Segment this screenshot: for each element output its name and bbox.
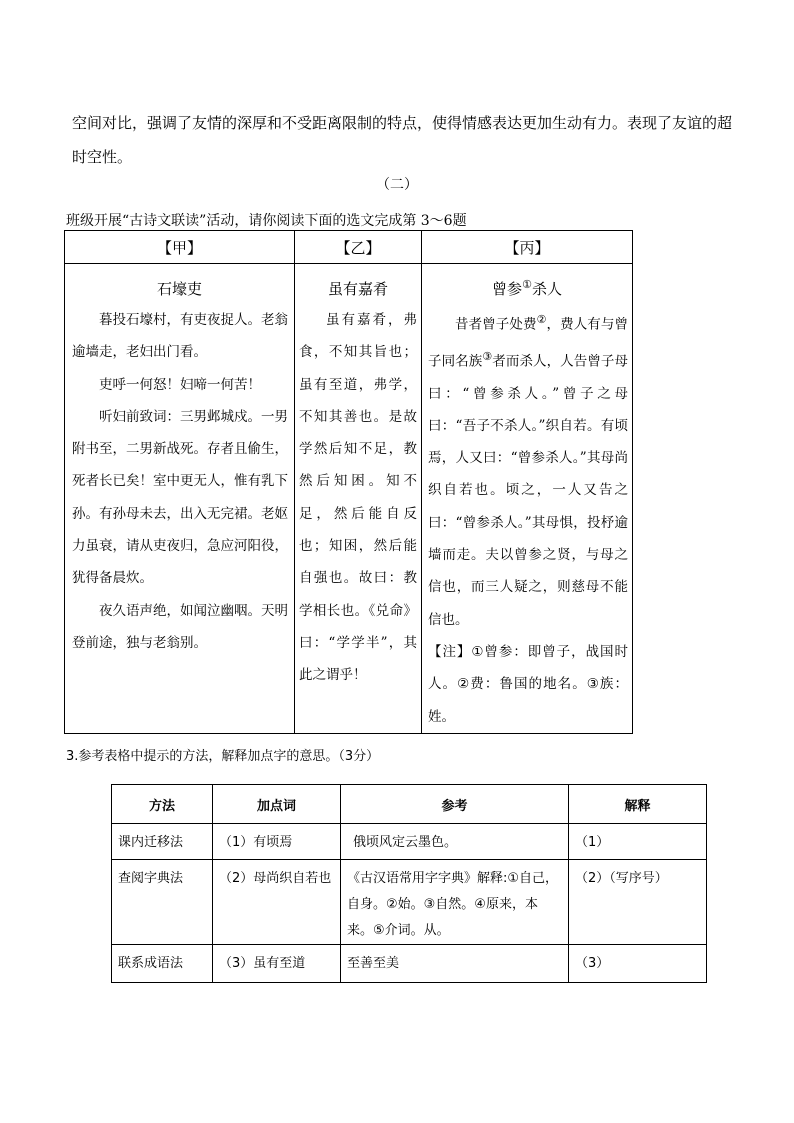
passage-bing-title-main: 曾参 [492,280,523,298]
passage-jia-title: 石壕吏 [156,280,202,298]
question-3: 3.参考表格中提示的方法，解释加点字的意思。（3分） [66,749,380,764]
cell-method: 课内迁移法 [112,824,213,860]
passage-jia [65,264,295,734]
table-row [112,860,707,945]
passage-bing-body [422,300,632,733]
cell-answer[interactable]: （2）（写序号） [569,860,707,945]
passage-jia-body [65,300,294,659]
method-table [111,784,707,983]
cell-word: （2）母尚织自若也 [213,860,341,945]
passage-jia-para: 吏呼一何怒！妇啼一何苦！ [99,376,261,393]
cell-reference: 俄顷风定云墨色。 [341,824,569,860]
header-yi: 【乙】 [295,231,422,264]
col-header-word: 加点词 [213,785,341,824]
passage-jia-para: 听妇前致词：三男邺城戍。一男附书至，二男新战死。存者且偷生，死者长已矣！室中更无人，惟有乳下孙。有孙母未去，出入无完裙。老妪力虽衰，请从吏夜归，急应河阳役，犹得备晨炊。 [72,408,288,587]
passage-bing [422,264,633,734]
passage-yi-body [295,300,421,692]
cell-word: （3）虽有至道 [213,945,341,983]
footnote-marker: ① [522,278,532,291]
cell-reference: 至善至美 [341,945,569,983]
cell-answer[interactable]: （1） [569,824,707,860]
passage-bing-text [428,304,628,636]
header-bing: 【丙】 [422,231,633,264]
table-row [112,824,707,860]
passage-yi [295,264,422,734]
passage-jia-para: 夜久语声绝，如闻泣幽咽。天明登前途，独与老翁别。 [72,602,288,651]
passage-yi-title: 虽有嘉肴 [327,280,388,298]
activity-instruction: 班级开展“古诗文联读”活动，请你阅读下面的选文完成第 3～6题 [66,213,467,229]
footnote-marker: ③ [482,349,493,363]
passage-bing-text-a: 昔者曾子处费 [455,316,537,333]
passage-bing-text-b: ，费人有与曾子同名族 [428,316,628,370]
cell-method: 联系成语法 [112,945,213,983]
passage-bing-title-tail: 杀人 [531,280,562,298]
intro-paragraph [72,106,732,174]
passage-bing-text-c: 者而杀人，人告曾子母曰：“曾参杀人。”曾子之母曰：“吾子不杀人。”织自若。有顷焉，人又曰：“曾参杀人。”其母尚织自若也。顷之，一人又告之曰：“曾参杀人。”其母惧，投杼逾墙而走。夫以曾参之贤，与母之信也，而三人疑之，则慈母不能信也。 [428,353,629,628]
table-row [112,945,707,983]
passage-jia-para: 暮投石壕村，有吏夜捉人。老翁逾墙走，老妇出门看。 [72,312,288,361]
cell-reference: 《古汉语常用字字典》解释:①自己，自身。②始。③自然。④原来，本来。⑤介词。从。 [341,860,569,945]
passage-bing-note: 【注】①曾参：即曾子，战国时人。②费：鲁国的地名。③族：姓。 [428,643,628,725]
section-title: （二） [376,177,418,193]
footnote-marker: ② [536,313,547,326]
col-header-method: 方法 [112,785,213,824]
col-header-explanation: 解释 [569,785,707,824]
intro-line-2: 时空性。 [72,148,133,166]
cell-word: （1）有顷焉 [213,824,341,860]
col-header-reference: 参考 [341,785,569,824]
passages-table [64,230,633,734]
cell-method: 查阅字典法 [112,860,213,945]
passage-bing-title [422,278,632,300]
header-jia: 【甲】 [65,231,295,264]
cell-answer[interactable]: （3） [569,945,707,983]
intro-line-1: 空间对比，强调了友情的深厚和不受距离限制的特点，使得情感表达更加生动有力。表现了友谊的超 [72,114,733,132]
passage-yi-text: 虽有嘉肴，弗食，不知其旨也；虽有至道，弗学，不知其善也。是故学然后知不足，教然后知困。知不足，然后能自反也；知困，然后能自强也。故曰：教学相长也。《兑命》曰：“学学半”，其此之谓乎！ [299,312,417,684]
